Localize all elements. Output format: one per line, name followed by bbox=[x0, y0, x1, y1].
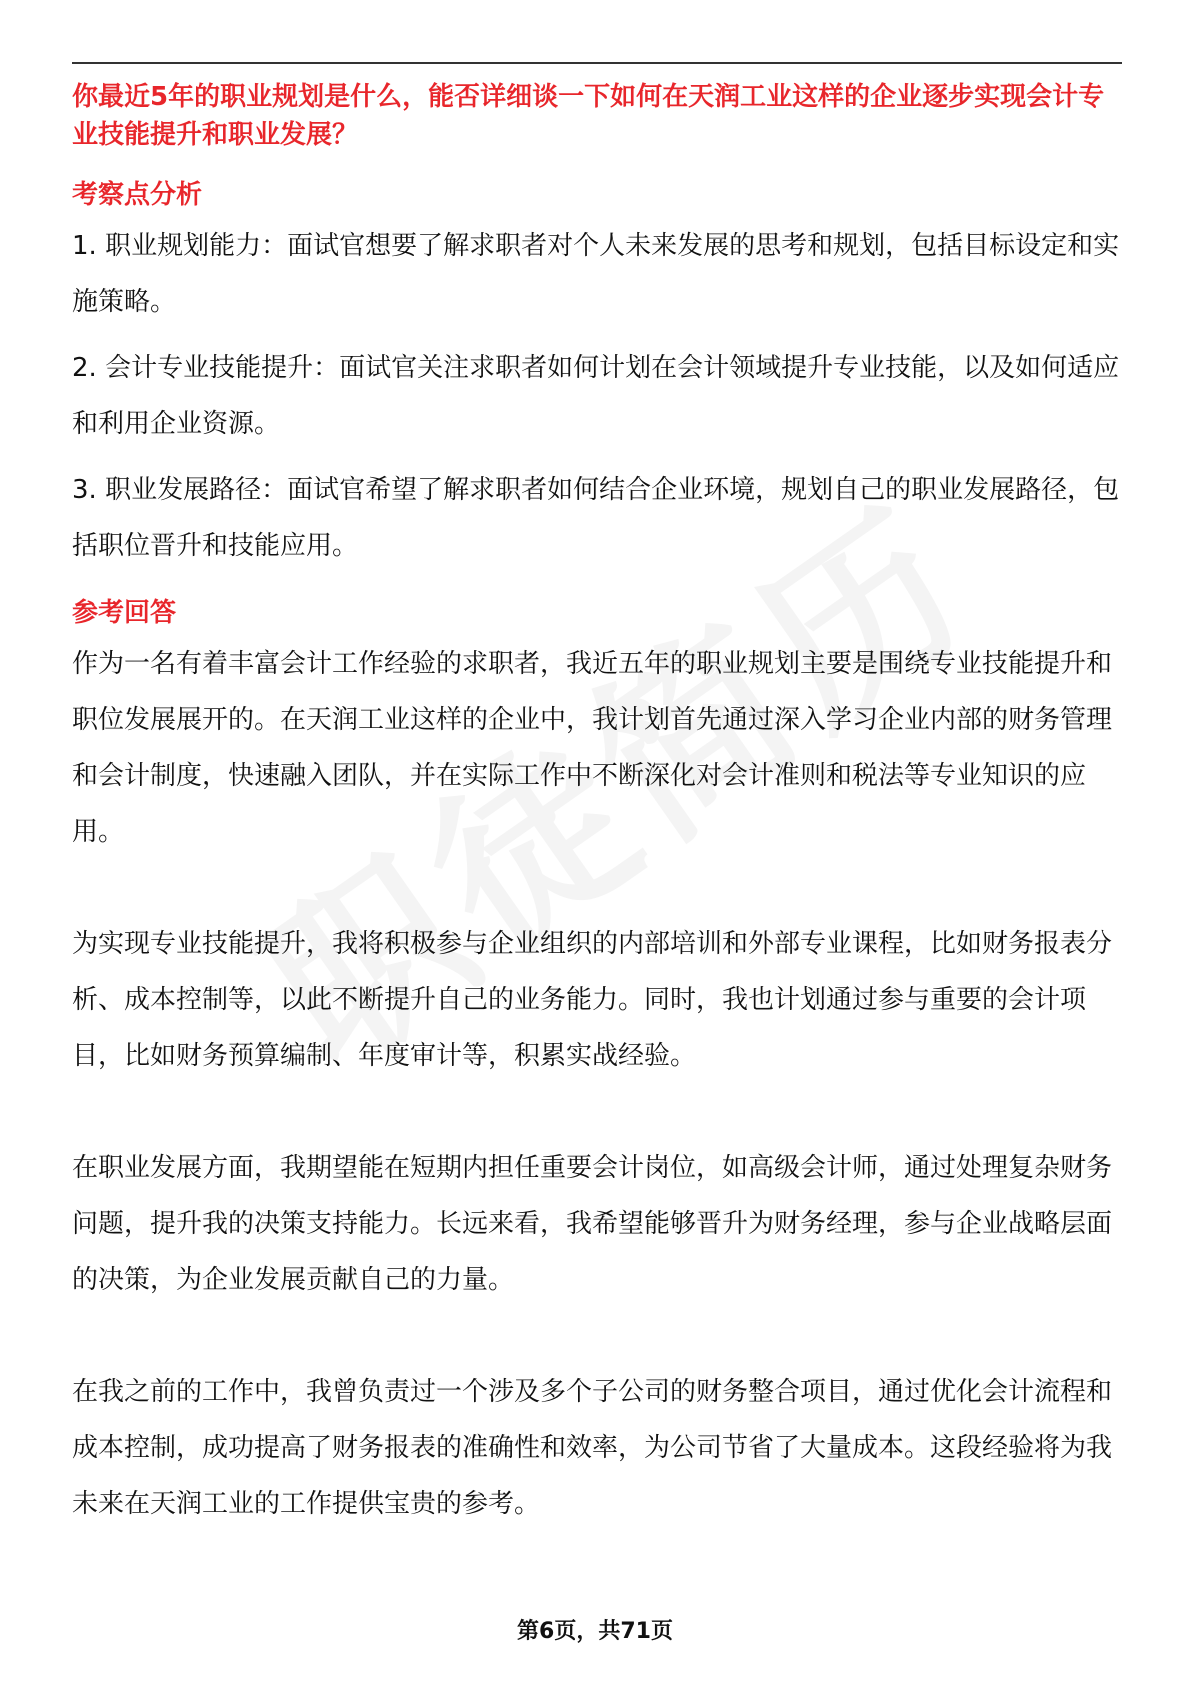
analysis-point: 3. 职业发展路径：面试官希望了解求职者如何结合企业环境，规划自己的职业发展路径，包括职位晋升和技能应用。 bbox=[72, 475, 1120, 561]
page-number: 第6页，共71页 bbox=[517, 1619, 673, 1644]
header-divider bbox=[72, 62, 1122, 64]
document-body bbox=[72, 78, 1122, 1532]
answer-paragraph: 为实现专业技能提升，我将积极参与企业组织的内部培训和外部专业课程，比如财务报表分析、成本控制等，以此不断提升自己的业务能力。同时，我也计划通过参与重要的会计项目，比如财务预算编制、年度审计等，积累实战经验。 bbox=[72, 929, 1113, 1071]
analysis-heading: 考察点分析 bbox=[72, 180, 203, 210]
answer-heading: 参考回答 bbox=[72, 598, 177, 628]
answer-paragraphs bbox=[72, 636, 1122, 1532]
analysis-point: 1. 职业规划能力：面试官想要了解求职者对个人未来发展的思考和规划，包括目标设定和实施策略。 bbox=[72, 231, 1120, 317]
analysis-points bbox=[72, 218, 1122, 574]
answer-paragraph: 在我之前的工作中，我曾负责过一个涉及多个子公司的财务整合项目，通过优化会计流程和成本控制，成功提高了财务报表的准确性和效率，为公司节省了大量成本。这段经验将为我未来在天润工业的工作提供宝贵的参考。 bbox=[72, 1377, 1113, 1519]
answer-paragraph: 作为一名有着丰富会计工作经验的求职者，我近五年的职业规划主要是围绕专业技能提升和职位发展展开的。在天润工业这样的企业中，我计划首先通过深入学习企业内部的财务管理和会计制度，快速融入团队，并在实际工作中不断深化对会计准则和税法等专业知识的应用。 bbox=[72, 649, 1113, 847]
answer-paragraph: 在职业发展方面，我期望能在短期内担任重要会计岗位，如高级会计师，通过处理复杂财务问题，提升我的决策支持能力。长远来看，我希望能够晋升为财务经理，参与企业战略层面的决策，为企业发展贡献自己的力量。 bbox=[72, 1153, 1113, 1295]
analysis-point: 2. 会计专业技能提升：面试官关注求职者如何计划在会计领域提升专业技能，以及如何适应和利用企业资源。 bbox=[72, 353, 1120, 439]
interview-question: 你最近5年的职业规划是什么，能否详细谈一下如何在天润工业这样的企业逐步实现会计专业技能提升和职业发展？ bbox=[72, 82, 1105, 150]
